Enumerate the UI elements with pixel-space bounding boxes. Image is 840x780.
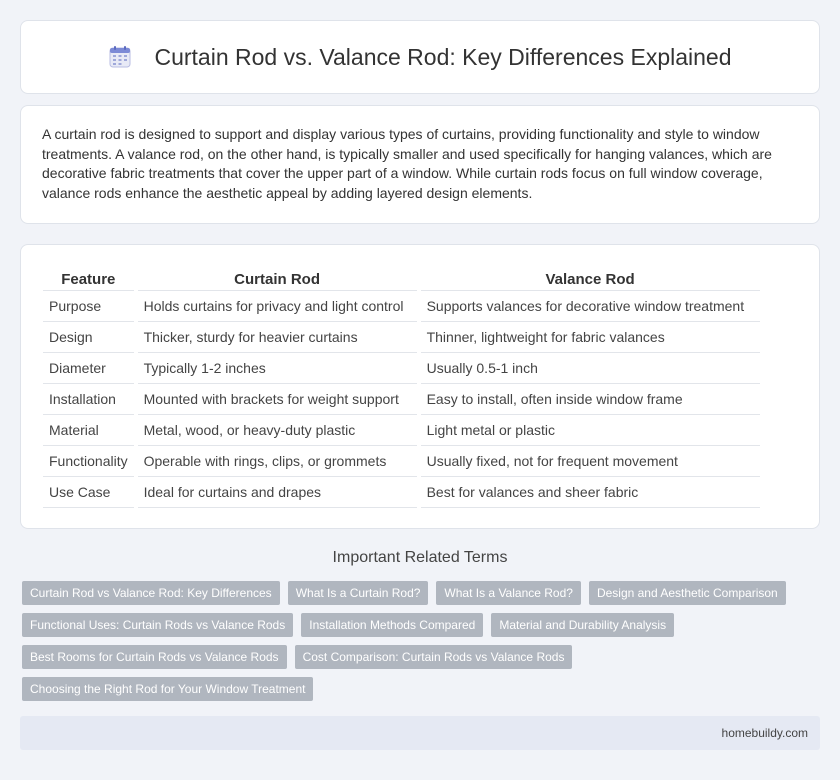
curtain-rod-cell: Holds curtains for privacy and light control <box>138 291 417 322</box>
feature-cell: Purpose <box>43 291 134 322</box>
valance-rod-cell: Light metal or plastic <box>421 415 760 446</box>
tag-row <box>22 677 822 701</box>
table-row <box>43 384 760 415</box>
curtain-rod-cell: Operable with rings, clips, or grommets <box>138 446 417 477</box>
valance-rod-cell: Best for valances and sheer fabric <box>421 477 760 508</box>
related-tag[interactable]: Best Rooms for Curtain Rods vs Valance Rods <box>22 645 287 669</box>
column-header-feature: Feature <box>43 265 134 291</box>
valance-rod-cell: Usually fixed, not for frequent movement <box>421 446 760 477</box>
calendar-icon <box>108 45 132 69</box>
intro-card <box>20 105 820 224</box>
related-tag[interactable]: Material and Durability Analysis <box>491 613 674 637</box>
table-row <box>43 415 760 446</box>
valance-rod-cell: Usually 0.5-1 inch <box>421 353 760 384</box>
related-tag[interactable]: Design and Aesthetic Comparison <box>589 581 786 605</box>
curtain-rod-cell: Typically 1-2 inches <box>138 353 417 384</box>
curtain-rod-cell: Thicker, sturdy for heavier curtains <box>138 322 417 353</box>
curtain-rod-cell: Ideal for curtains and drapes <box>138 477 417 508</box>
feature-cell: Material <box>43 415 134 446</box>
curtain-rod-cell: Mounted with brackets for weight support <box>138 384 417 415</box>
column-header-curtain-rod: Curtain Rod <box>138 265 417 291</box>
page-title: Curtain Rod vs. Valance Rod: Key Differences Explained <box>154 43 732 70</box>
valance-rod-cell: Easy to install, often inside window frame <box>421 384 760 415</box>
comparison-table <box>39 265 764 508</box>
table-row <box>43 322 760 353</box>
table-row <box>43 291 760 322</box>
related-tag[interactable]: Installation Methods Compared <box>301 613 483 637</box>
comparison-card <box>20 244 820 529</box>
intro-text: A curtain rod is designed to support and display various types of curtains, providing functionality and style to window treatments. A valance rod, on the other hand, is typically smaller and used specifically for hanging valances, which are decorative fabric treatments that cover the upper part of a window. While curtain rods focus on full window coverage, valance rods enhance the aesthetic appeal by adding layered design elements. <box>42 126 772 201</box>
related-tag[interactable]: Functional Uses: Curtain Rods vs Valance Rods <box>22 613 293 637</box>
tag-row <box>22 613 822 637</box>
feature-cell: Functionality <box>43 446 134 477</box>
footer <box>20 716 820 750</box>
related-terms-title: Important Related Terms <box>332 549 508 566</box>
related-tag[interactable]: What Is a Curtain Rod? <box>288 581 429 605</box>
valance-rod-cell: Thinner, lightweight for fabric valances <box>421 322 760 353</box>
table-row <box>43 446 760 477</box>
tag-row <box>22 645 822 669</box>
related-terms-tags <box>22 581 822 709</box>
feature-cell: Diameter <box>43 353 134 384</box>
related-tag[interactable]: Curtain Rod vs Valance Rod: Key Differences <box>22 581 280 605</box>
curtain-rod-cell: Metal, wood, or heavy-duty plastic <box>138 415 417 446</box>
related-tag[interactable]: Choosing the Right Rod for Your Window Treatment <box>22 677 313 701</box>
table-header-row <box>43 265 760 291</box>
feature-cell: Design <box>43 322 134 353</box>
column-header-valance-rod: Valance Rod <box>421 265 760 291</box>
tag-row <box>22 581 822 605</box>
footer-site-link[interactable]: homebuildy.com <box>721 726 808 740</box>
table-row <box>43 353 760 384</box>
valance-rod-cell: Supports valances for decorative window treatment <box>421 291 760 322</box>
feature-cell: Use Case <box>43 477 134 508</box>
related-tag[interactable]: What Is a Valance Rod? <box>436 581 581 605</box>
table-row <box>43 477 760 508</box>
title-card <box>20 20 820 94</box>
related-tag[interactable]: Cost Comparison: Curtain Rods vs Valance Rods <box>295 645 573 669</box>
feature-cell: Installation <box>43 384 134 415</box>
